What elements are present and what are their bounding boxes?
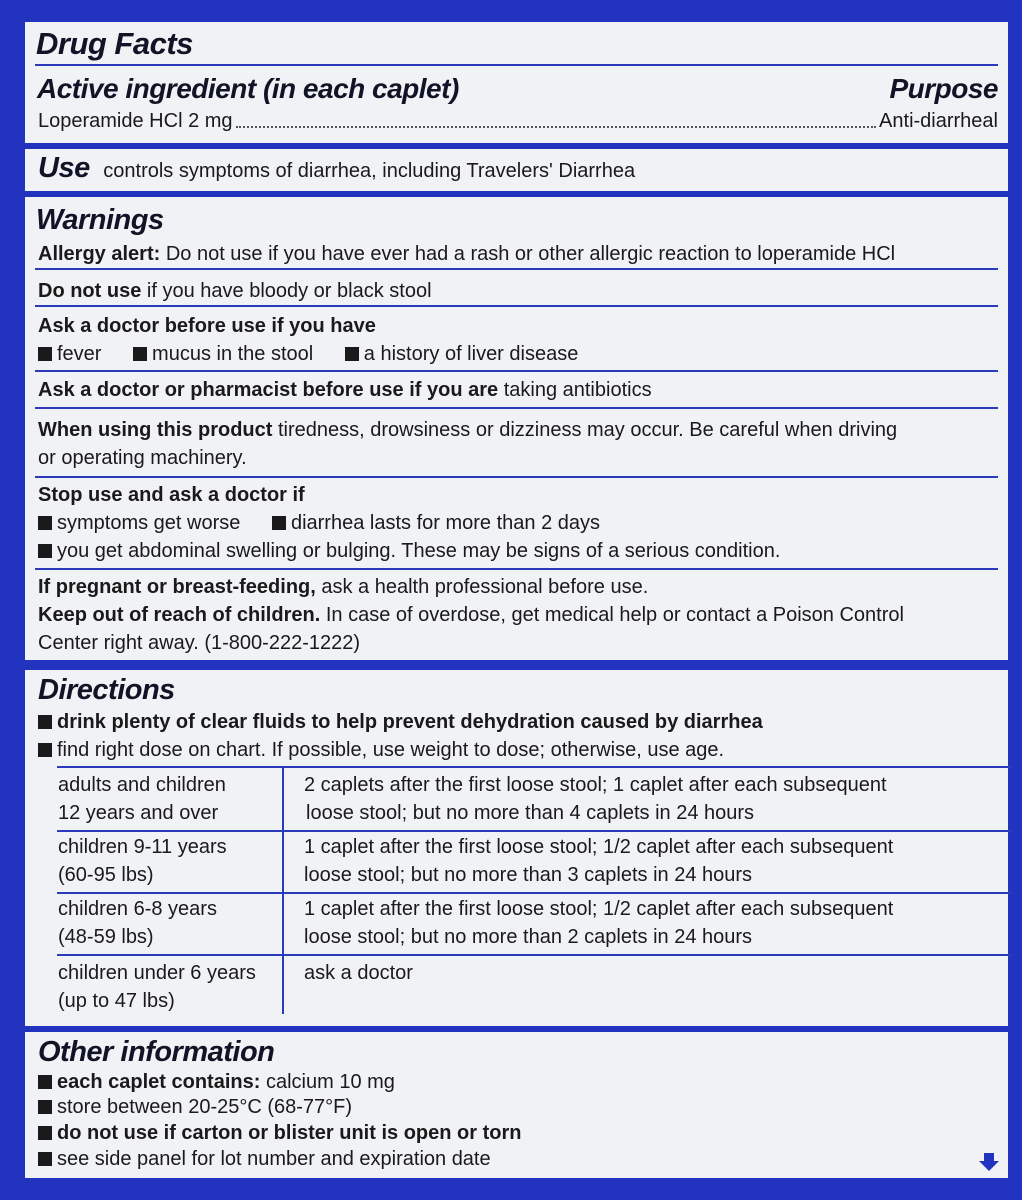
ingredient-name: Loperamide HCl 2 mg — [38, 110, 233, 132]
directions-section — [25, 670, 1008, 1026]
age-cell: (48-59 lbs) — [58, 926, 154, 948]
dose-cell: loose stool; but no more than 4 caplets in 24 hours — [306, 802, 755, 824]
dot-leader — [236, 107, 877, 128]
warnings-rule-5 — [35, 476, 998, 478]
table-row-rule — [57, 892, 1012, 894]
bullet-square-icon — [38, 1126, 52, 1140]
stop-use-items-line-1 — [38, 509, 995, 537]
keep-out-line-1 — [38, 601, 995, 629]
purpose-heading: Purpose — [889, 73, 998, 104]
dose-cell: loose stool; but no more than 3 caplets in 24 hours — [304, 864, 753, 886]
stop-use-label: Stop use and ask a doctor if — [38, 484, 305, 506]
age-cell: children under 6 years — [58, 962, 256, 984]
bullet-square-icon — [272, 516, 286, 530]
ask-doctor-conditions — [38, 340, 995, 368]
age-cell: adults and children — [58, 774, 226, 796]
directions-item-1 — [38, 708, 995, 736]
title-rule — [35, 64, 998, 66]
other-item-4 — [38, 1145, 995, 1173]
when-using-label: When using this product — [38, 419, 273, 441]
age-cell: children 9-11 years — [58, 836, 227, 858]
use-section — [25, 149, 1008, 191]
allergy-alert-text: Do not use if you have ever had a rash or other allergic reaction to loperamide HCl — [165, 243, 896, 265]
active-ingredient-heading: Active ingredient (in each caplet) — [37, 73, 459, 104]
when-using-line-1 — [38, 416, 995, 444]
down-arrow-icon — [978, 1152, 1000, 1172]
pregnant-text: ask a health professional before use. — [321, 576, 649, 598]
other-item-label: each caplet contains: — [57, 1071, 261, 1093]
keep-out-label: Keep out of reach of children. — [38, 604, 321, 626]
when-using-line-2: or operating machinery. — [38, 447, 247, 469]
condition-item: mucus in the stool — [152, 343, 314, 365]
other-item-text: do not use if carton or blister unit is open or torn — [57, 1122, 522, 1144]
ask-pharmacist-line — [38, 376, 995, 404]
table-column-divider — [282, 766, 284, 1014]
table-row-rule — [57, 954, 1012, 956]
page-title: Drug Facts — [36, 26, 193, 61]
age-cell: (60-95 lbs) — [58, 864, 154, 886]
bullet-square-icon — [38, 516, 52, 530]
drug-facts-header-section — [25, 22, 1008, 143]
dose-cell: 1 caplet after the first loose stool; 1/2 caplet after each subsequent — [304, 898, 894, 920]
directions-item-2 — [38, 736, 995, 764]
other-item-1 — [38, 1068, 995, 1096]
warnings-rule-2 — [35, 305, 998, 307]
stop-item: you get abdominal swelling or bulging. These may be signs of a serious condition. — [57, 540, 781, 562]
use-line — [38, 154, 995, 185]
bullet-square-icon — [38, 544, 52, 558]
dose-cell: loose stool; but no more than 2 caplets in 24 hours — [304, 926, 753, 948]
use-heading: Use — [38, 152, 90, 184]
pregnant-label: If pregnant or breast-feeding, — [38, 576, 316, 598]
use-text: controls symptoms of diarrhea, including Travelers' Diarrhea — [103, 160, 636, 182]
ask-doctor-label: Ask a doctor before use if you have — [38, 315, 376, 337]
bullet-square-icon — [133, 347, 147, 361]
keep-out-line-2: Center right away. (1-800-222-1222) — [38, 632, 361, 654]
dose-cell: 2 caplets after the first loose stool; 1 caplet after each subsequent — [304, 774, 887, 796]
warnings-heading: Warnings — [36, 204, 164, 236]
table-top-rule — [57, 766, 1012, 768]
ingredient-line — [38, 107, 998, 135]
bullet-square-icon — [345, 347, 359, 361]
dosage-table — [57, 766, 1012, 1022]
stop-item: symptoms get worse — [57, 512, 241, 534]
other-item-text: store between 20-25°C (68-77°F) — [57, 1096, 353, 1118]
keep-out-text: In case of overdose, get medical help or contact a Poison Control — [325, 604, 904, 626]
do-not-use-text: if you have bloody or black stool — [146, 280, 432, 302]
ask-pharmacist-text: taking antibiotics — [503, 379, 652, 401]
age-cell: (up to 47 lbs) — [58, 990, 175, 1012]
stop-item: diarrhea lasts for more than 2 days — [290, 512, 600, 534]
age-cell: 12 years and over — [58, 802, 219, 824]
condition-item: fever — [57, 343, 102, 365]
warnings-rule-6 — [35, 568, 998, 570]
allergy-alert-line — [38, 240, 995, 268]
ingredient-purpose: Anti-diarrheal — [879, 110, 998, 132]
pregnant-line — [38, 573, 995, 601]
dose-cell: ask a doctor — [304, 962, 413, 984]
table-row-rule — [57, 830, 1012, 832]
bullet-square-icon — [38, 1100, 52, 1114]
warnings-section — [25, 197, 1008, 660]
do-not-use-line — [38, 277, 995, 305]
other-information-section — [25, 1032, 1008, 1178]
bullet-square-icon — [38, 1152, 52, 1166]
warnings-rule-3 — [35, 370, 998, 372]
condition-item: a history of liver disease — [363, 343, 579, 365]
allergy-alert-label: Allergy alert: — [38, 243, 161, 265]
bullet-square-icon — [38, 347, 52, 361]
other-item-3 — [38, 1119, 995, 1147]
warnings-rule-4 — [35, 407, 998, 409]
other-item-text: see side panel for lot number and expiration date — [57, 1148, 491, 1170]
bullet-square-icon — [38, 743, 52, 757]
other-information-heading: Other information — [38, 1036, 275, 1068]
warnings-rule-1 — [35, 268, 998, 270]
age-cell: children 6-8 years — [58, 898, 217, 920]
dose-cell: 1 caplet after the first loose stool; 1/2 caplet after each subsequent — [304, 836, 894, 858]
bullet-square-icon — [38, 715, 52, 729]
ask-pharmacist-label: Ask a doctor or pharmacist before use if you are — [38, 379, 499, 401]
directions-item-text: drink plenty of clear fluids to help prevent dehydration caused by diarrhea — [57, 711, 763, 733]
other-item-text: calcium 10 mg — [265, 1071, 395, 1093]
stop-use-items-line-2 — [38, 537, 995, 565]
when-using-text: tiredness, drowsiness or dizziness may occur. Be careful when driving — [278, 419, 898, 441]
directions-heading: Directions — [38, 674, 175, 706]
directions-item-text: find right dose on chart. If possible, use weight to dose; otherwise, use age. — [57, 739, 725, 761]
bullet-square-icon — [38, 1075, 52, 1089]
do-not-use-label: Do not use — [38, 280, 142, 302]
other-item-2 — [38, 1093, 995, 1121]
